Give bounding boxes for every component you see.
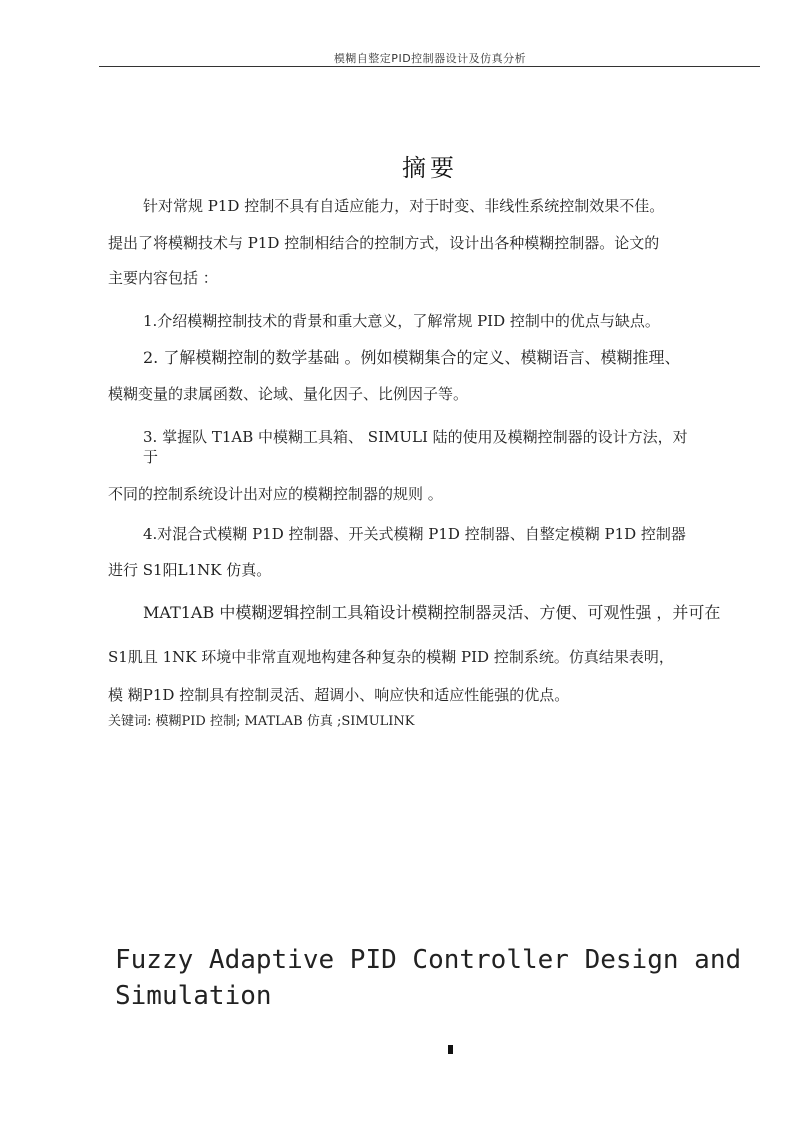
abstract-item-4-cont: 进行 S1阳L1NK 仿真。: [108, 561, 272, 579]
abstract-title: 摘要: [402, 154, 458, 182]
abstract-item-3-cont: 不同的控制系统设计出对应的模糊控制器的规则 。: [108, 485, 443, 503]
abstract-item-3-wrap: 于: [143, 448, 159, 466]
header-rule: [99, 66, 760, 67]
abstract-para-2-line-3: 模 糊P1D 控制具有控制灵活、超调小、响应快和适应性能强的优点。: [108, 686, 570, 704]
english-title: [115, 942, 755, 1014]
abstract-line-1: 针对常规 P1D 控制不具有自适应能力，对于时变、非线性系统控制效果不佳。: [143, 197, 665, 215]
abstract-para-2-line-2: S1肌且 1NK 环境中非常直观地构建各种复杂的模糊 PID 控制系统。仿真结果表明，: [108, 648, 674, 666]
keywords: 关键词: 模糊PID 控制; MATLAB 仿真 ;SIMULINK: [108, 714, 415, 729]
abstract-item-2: 2. 了解模糊控制的数学基础 。例如模糊集合的定义、模糊语言、模糊推理、: [143, 348, 681, 367]
abstract-item-3: 3. 掌握队 T1AB 中模糊工具箱、 SIMULI 陆的使用及模糊控制器的设计方法，对: [143, 428, 688, 446]
english-title-line-1: Fuzzy Adaptive PID Controller Design and: [115, 945, 742, 975]
english-title-line-2: Simulation: [115, 981, 272, 1011]
abstract-line-3: 主要内容包括 ：: [108, 269, 218, 287]
abstract-item-2-cont: 模糊变量的隶属函数、论域、量化因子、比例因子等。: [108, 385, 469, 403]
abstract-item-4: 4.对混合式模糊 P1D 控制器、开关式模糊 P1D 控制器、自整定模糊 P1D 控制器: [143, 525, 686, 543]
running-header: 模糊自整定PID控制器设计及仿真分析: [333, 52, 527, 65]
abstract-line-2: 提出了将模糊技术与 P1D 控制相结合的控制方式，设计出各种模糊控制器。论文的: [108, 234, 660, 252]
abstract-para-2-line-1: MAT1AB 中模糊逻辑控制工具箱设计模糊控制器灵活、方便、可观性强 ，并可在: [143, 603, 721, 622]
page-mark: [448, 1045, 453, 1054]
abstract-item-1: 1.介绍模糊控制技术的背景和重大意义，了解常规 PID 控制中的优点与缺点。: [143, 312, 660, 330]
